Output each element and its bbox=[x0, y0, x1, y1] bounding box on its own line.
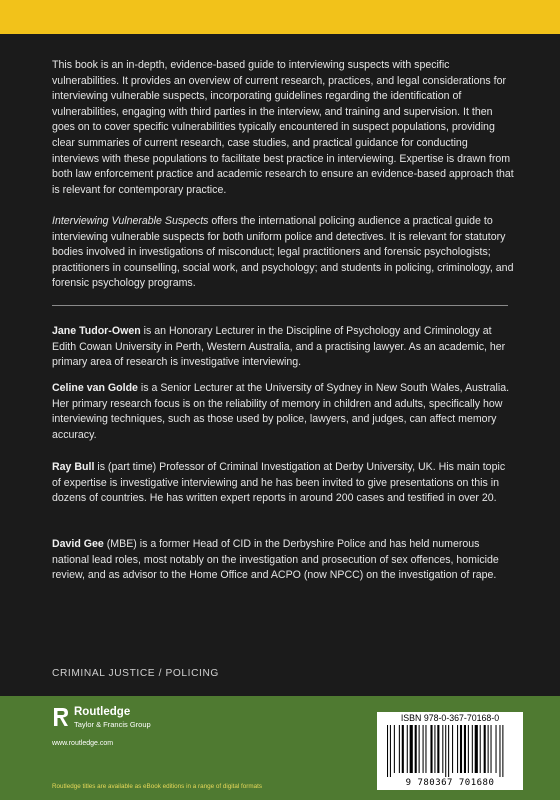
description-paragraph-1: This book is an in-depth, evidence-based guide to interviewing suspects with specific vulnerabilities. It provides an overview of current research, practices, and legal considerations for interviewing vulnerable suspects, incorporating guidelines regarding the identification of vulnerabilities, engaging with third parties in the interview, and training and supervision. It then goes on to cover specific vulnerabilities typically encountered in suspect populations, providing clear summaries of current research, case studies, and practical guidance for conducting interviews with these populations to facilitate best practice in interviewing. Expertise is drawn from both law enforcement practice and academic research to ensure an evidence-based approach that is relevant for contemporary practice. bbox=[52, 59, 514, 196]
author-name: David Gee bbox=[52, 538, 104, 550]
author-bio bbox=[52, 381, 514, 443]
top-color-band bbox=[0, 0, 560, 34]
author-bio-text: is an Honorary Lecturer in the Discipline of Psychology and Criminology at Edith Cowan University in Perth, Western Australia, and a practising lawyer. As an academic, her primary area of research is investigative interviewing. bbox=[52, 325, 506, 369]
author-name: Ray Bull bbox=[52, 461, 95, 473]
section-divider bbox=[52, 305, 508, 306]
author-bio-text: is (part time) Professor of Criminal Investigation at Derby University, UK. His main topic of expertise is investigative interviewing and he has been invited to give presentations on this in dozens of countries. He has written expert reports in around 200 cases and testified in over 20. bbox=[52, 461, 506, 505]
publisher-url[interactable]: www.routledge.com bbox=[52, 740, 114, 747]
barcode-digits: 9 780367 701680 bbox=[405, 778, 495, 788]
description-paragraph-2 bbox=[52, 214, 514, 292]
author-name: Celine van Golde bbox=[52, 382, 138, 394]
isbn-label: ISBN 978-0-367-70168-0 bbox=[400, 713, 500, 723]
author-bio-text: (MBE) is a former Head of CID in the Derbyshire Police and has held numerous national lead roles, most notably on the investigation and prosecution of sex offences, homicide review, and as advisor to the Home Office and ACPO (now NPCC) on the investigation of rape. bbox=[52, 538, 499, 582]
barcode-icon bbox=[383, 725, 517, 777]
author-bio bbox=[52, 460, 514, 507]
subject-category: CRIMINAL JUSTICE / POLICING bbox=[52, 668, 219, 679]
author-bio bbox=[52, 537, 514, 584]
isbn-barcode-block bbox=[377, 712, 523, 790]
publisher-name: Routledge bbox=[74, 706, 131, 718]
author-name: Jane Tudor-Owen bbox=[52, 325, 141, 337]
publisher-footer bbox=[0, 696, 560, 800]
description-paragraph-2-text: offers the international policing audience a practical guide to interviewing vulnerable suspects for both uniform police and detectives. It is relevant for statutory bodies involved in investigations of misconduct; legal practitioners and forensic psychologists; practitioners in counselling, social work, and psychology; and students in policing, criminology, and forensic psychology programs. bbox=[52, 215, 514, 290]
book-title-italic: Interviewing Vulnerable Suspects bbox=[52, 215, 209, 227]
ebook-availability-note: Routledge titles are available as eBook editions in a range of digital formats bbox=[52, 783, 263, 790]
routledge-logo-icon bbox=[52, 706, 70, 728]
publisher-group: Taylor & Francis Group bbox=[74, 720, 151, 729]
author-bio bbox=[52, 324, 514, 371]
back-cover-content bbox=[0, 34, 560, 696]
author-bio-text: is a Senior Lecturer at the University of Sydney in New South Wales, Australia. Her primary research focus is on the reliability of memory in children and adults, specifically how interviewing techniques, such as those used by police, lawyers, and judges, can affect memory accuracy. bbox=[52, 382, 510, 441]
